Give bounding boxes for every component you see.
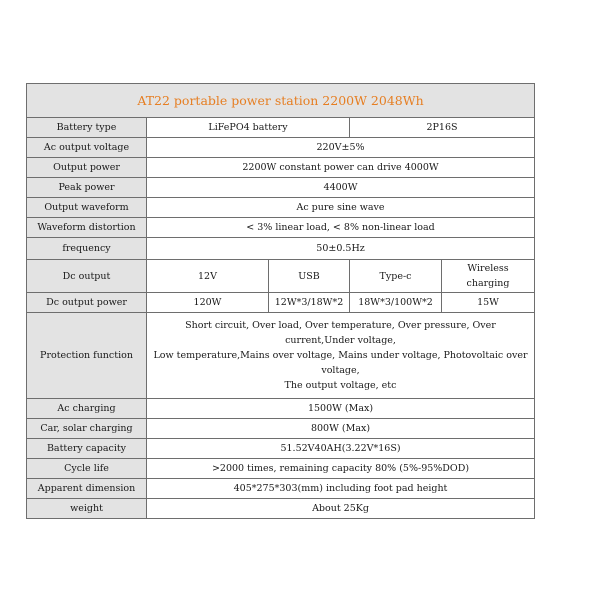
protection-line: Low temperature,Mains over voltage, Mains under voltage, Photovoltaic over [153, 350, 528, 361]
dc-power-cell: 18W*3/100W*2 [350, 293, 442, 313]
table-title: AT22 portable power station 2200W 2048Wh [27, 84, 535, 118]
row-value: Ac pure sine wave [147, 198, 535, 218]
table-row [27, 178, 535, 198]
table-row [27, 399, 535, 419]
row-value: About 25Kg [147, 499, 535, 519]
protection-line: current,Under voltage, [285, 335, 396, 346]
row-label: Output waveform [27, 198, 147, 218]
dc-output-cell: USB [269, 260, 350, 293]
row-label: Car, solar charging [27, 419, 147, 439]
row-label: Protection function [27, 313, 147, 399]
table-row [27, 118, 535, 138]
row-value: 2P16S [350, 118, 535, 138]
table-row [27, 293, 535, 313]
row-value: < 3% linear load, < 8% non-linear load [147, 218, 535, 238]
row-value: 2200W constant power can drive 4000W [147, 158, 535, 178]
protection-line: The output voltage, etc [284, 380, 397, 391]
row-label: Cycle life [27, 459, 147, 479]
row-label: Dc output power [27, 293, 147, 313]
table-row [27, 419, 535, 439]
dc-power-cell: 120W [147, 293, 269, 313]
dc-output-cell: Type-c [350, 260, 442, 293]
row-label: Apparent dimension [27, 479, 147, 499]
protection-line: Short circuit, Over load, Over temperature, Over pressure, Over [185, 320, 496, 331]
row-label: frequency [27, 238, 147, 260]
table-row [27, 198, 535, 218]
table-row [27, 499, 535, 519]
protection-value [147, 313, 535, 399]
table-row [27, 479, 535, 499]
row-label: Battery capacity [27, 439, 147, 459]
row-value: 220V±5% [147, 138, 535, 158]
row-value: 1500W (Max) [147, 399, 535, 419]
table-row [27, 238, 535, 260]
row-label: Output power [27, 158, 147, 178]
row-label: Ac output voltage [27, 138, 147, 158]
row-label: weight [27, 499, 147, 519]
table-row [27, 138, 535, 158]
dc-power-cell: 12W*3/18W*2 [269, 293, 350, 313]
dc-power-cell: 15W [442, 293, 535, 313]
row-label: Waveform distortion [27, 218, 147, 238]
row-value: >2000 times, remaining capacity 80% (5%-95%DOD) [147, 459, 535, 479]
row-value: 4400W [147, 178, 535, 198]
row-label: Peak power [27, 178, 147, 198]
row-label: Dc output [27, 260, 147, 293]
row-value: 800W (Max) [147, 419, 535, 439]
row-value: 51.52V40AH(3.22V*16S) [147, 439, 535, 459]
row-label: Ac charging [27, 399, 147, 419]
table-row [27, 260, 535, 293]
row-value: 405*275*303(mm) including foot pad height [147, 479, 535, 499]
dc-output-cell: Wireless charging [442, 260, 535, 293]
row-value: 50±0.5Hz [147, 238, 535, 260]
row-label: Battery type [27, 118, 147, 138]
table-row [27, 439, 535, 459]
table-row [27, 313, 535, 399]
dc-output-cell: 12V [147, 260, 269, 293]
spec-table [26, 83, 535, 519]
table-row [27, 158, 535, 178]
protection-line: voltage, [321, 365, 360, 376]
table-row [27, 218, 535, 238]
row-value: LiFePO4 battery [147, 118, 350, 138]
table-row [27, 459, 535, 479]
